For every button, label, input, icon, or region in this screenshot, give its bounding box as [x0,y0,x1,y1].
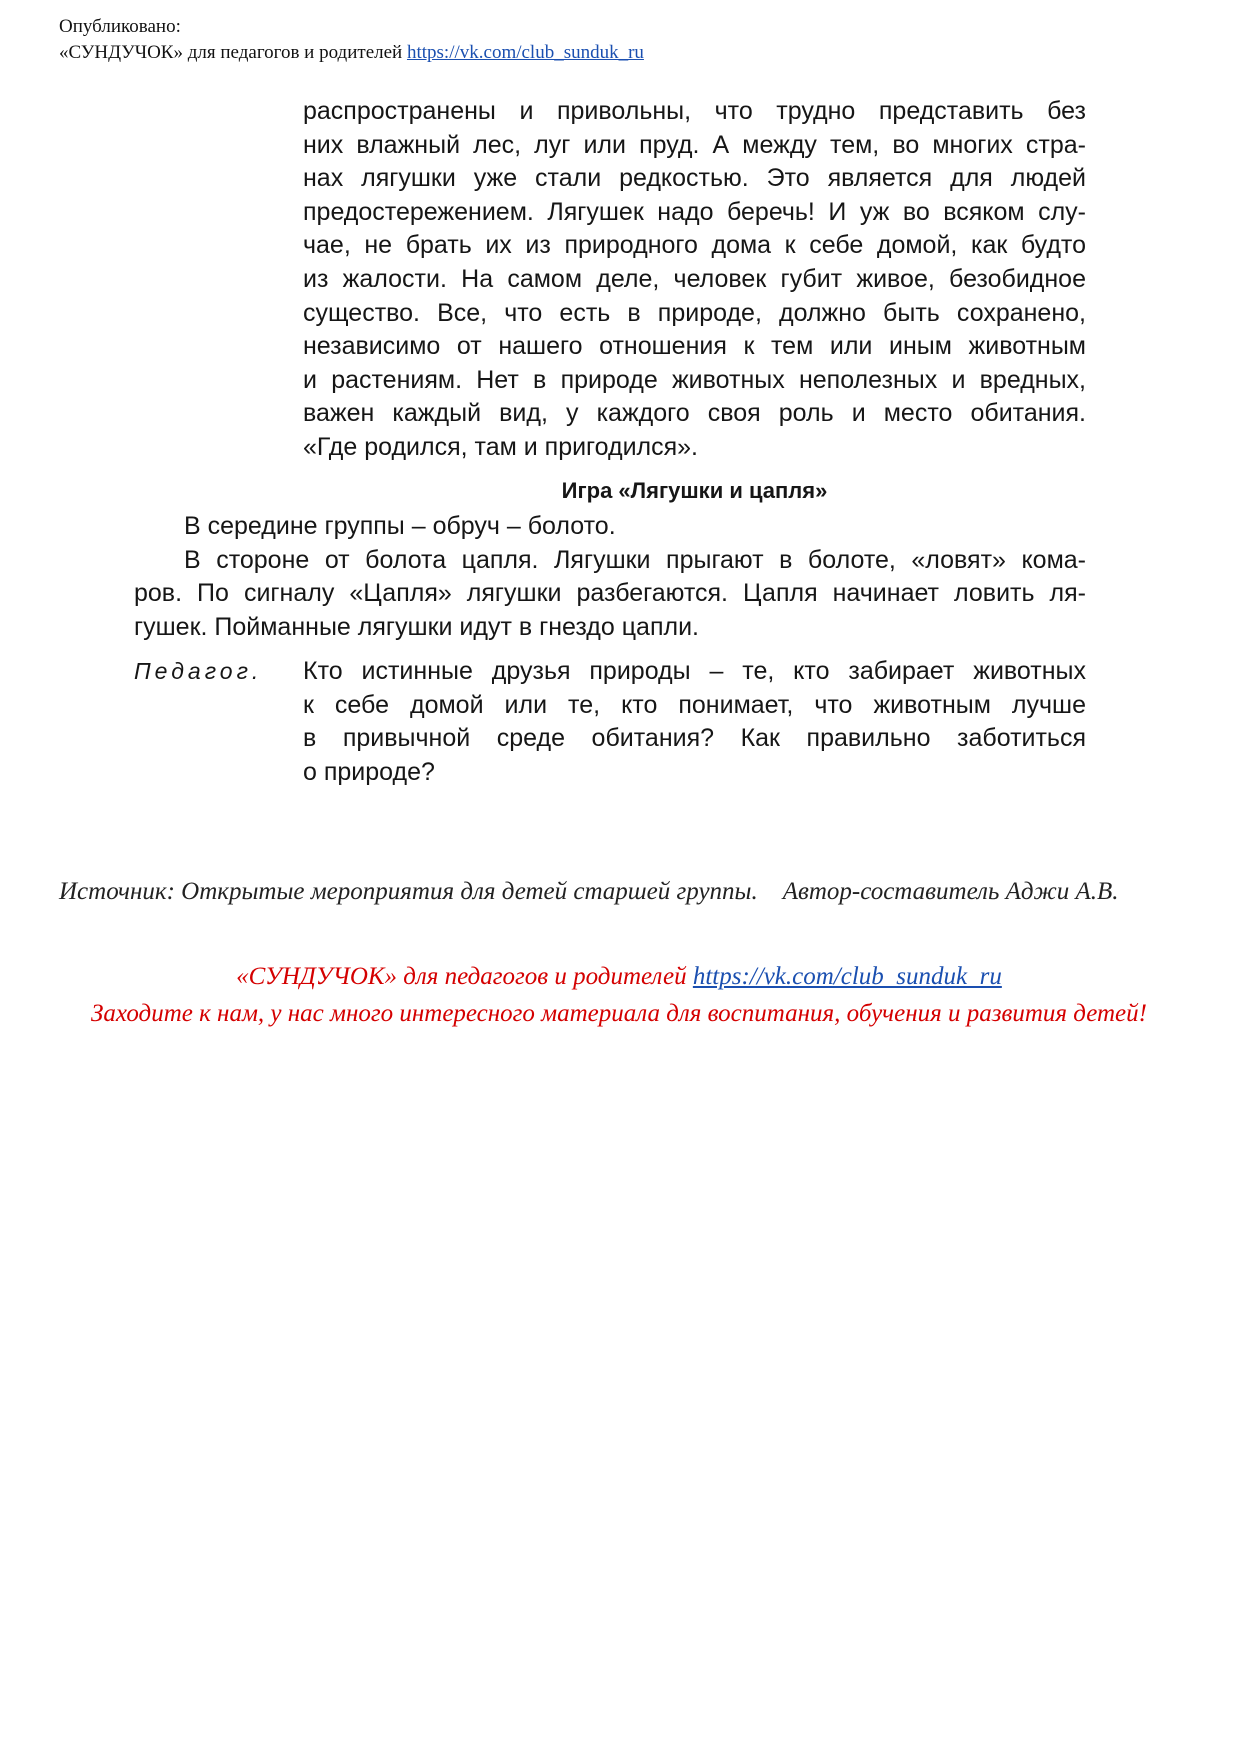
speech-line: в привычной среде обитания? Как правильно заботиться [303,724,1086,753]
source-author: Автор-составитель Аджи А.В. [782,878,1119,905]
paragraph-line: «Где родился, там и пригодился». [303,432,699,461]
paragraph-line: независимо от нашего отношения к тем или иным животным [303,332,1086,361]
promo-site-line [59,958,1179,995]
speech-line: к себе домой или те, кто понимает, что животным лучше [303,690,1086,719]
paragraph-line: из жалости. На самом деле, человек губит живое, безобидное [303,264,1086,293]
speech-text [303,655,1086,789]
promo-block [59,958,1179,1032]
paragraph-line: распространены и привольны, что трудно представить без [303,97,1086,125]
promo-site-link[interactable]: https://vk.com/club_sunduk_ru [692,963,1002,990]
header-site-link[interactable]: https://vk.com/club_sunduk_ru [406,42,644,63]
scanned-paragraph [303,95,1086,465]
header-site-text: «СУНДУЧОК» для педагогов и родителей [59,42,403,63]
game-line: В стороне от болота цапля. Лягушки прыгают в болоте, «ловят» кома- [184,545,1086,574]
header-site-line [59,40,644,66]
game-paragraph-1: В середине группы – обруч – болото. [184,512,616,540]
paragraph-line: нах лягушки уже стали редкостью. Это является для людей [303,164,1086,193]
game-description [134,510,1086,644]
game-line: гушек. Пойманные лягушки идут в гнездо цапли. [134,612,699,641]
game-title: Игра «Лягушки и цапля» [561,478,828,503]
paragraph-line: предостережением. Лягушек надо беречь! И уж во всяком слу- [303,197,1086,226]
promo-invite: Заходите к нам, у нас много интересного материала для воспитания, обучения и развития детей! [91,1000,1147,1027]
published-label: Опубликовано: [59,16,181,37]
speech-line: о природе? [303,757,435,786]
speaker-label: Педагог. [134,658,263,684]
paragraph-line: них влажный лес, луг или пруд. А между тем, во многих стра- [303,130,1086,159]
paragraph-line: и растениям. Нет в природе животных неполезных и вредных, [303,365,1086,394]
source-text: Источник: Открытые мероприятия для детей старшей группы. [59,878,758,905]
promo-site-text: «СУНДУЧОК» для педагогов и родителей [236,963,687,990]
speech-line: Кто истинные друзья природы – те, кто забирает животных [303,657,1086,685]
paragraph-line: важен каждый вид, у каждого своя роль и место обитания. [303,399,1086,428]
paragraph-line: существо. Все, что есть в природе, должно быть сохранено, [303,298,1086,327]
publication-header [59,14,644,66]
paragraph-line: чае, не брать их из природного дома к себе домой, как будто [303,231,1086,260]
source-note [59,873,1169,910]
game-paragraph-2 [134,544,1086,645]
game-line: ров. По сигналу «Цапля» лягушки разбегаются. Цапля начинает ловить ля- [134,579,1086,608]
